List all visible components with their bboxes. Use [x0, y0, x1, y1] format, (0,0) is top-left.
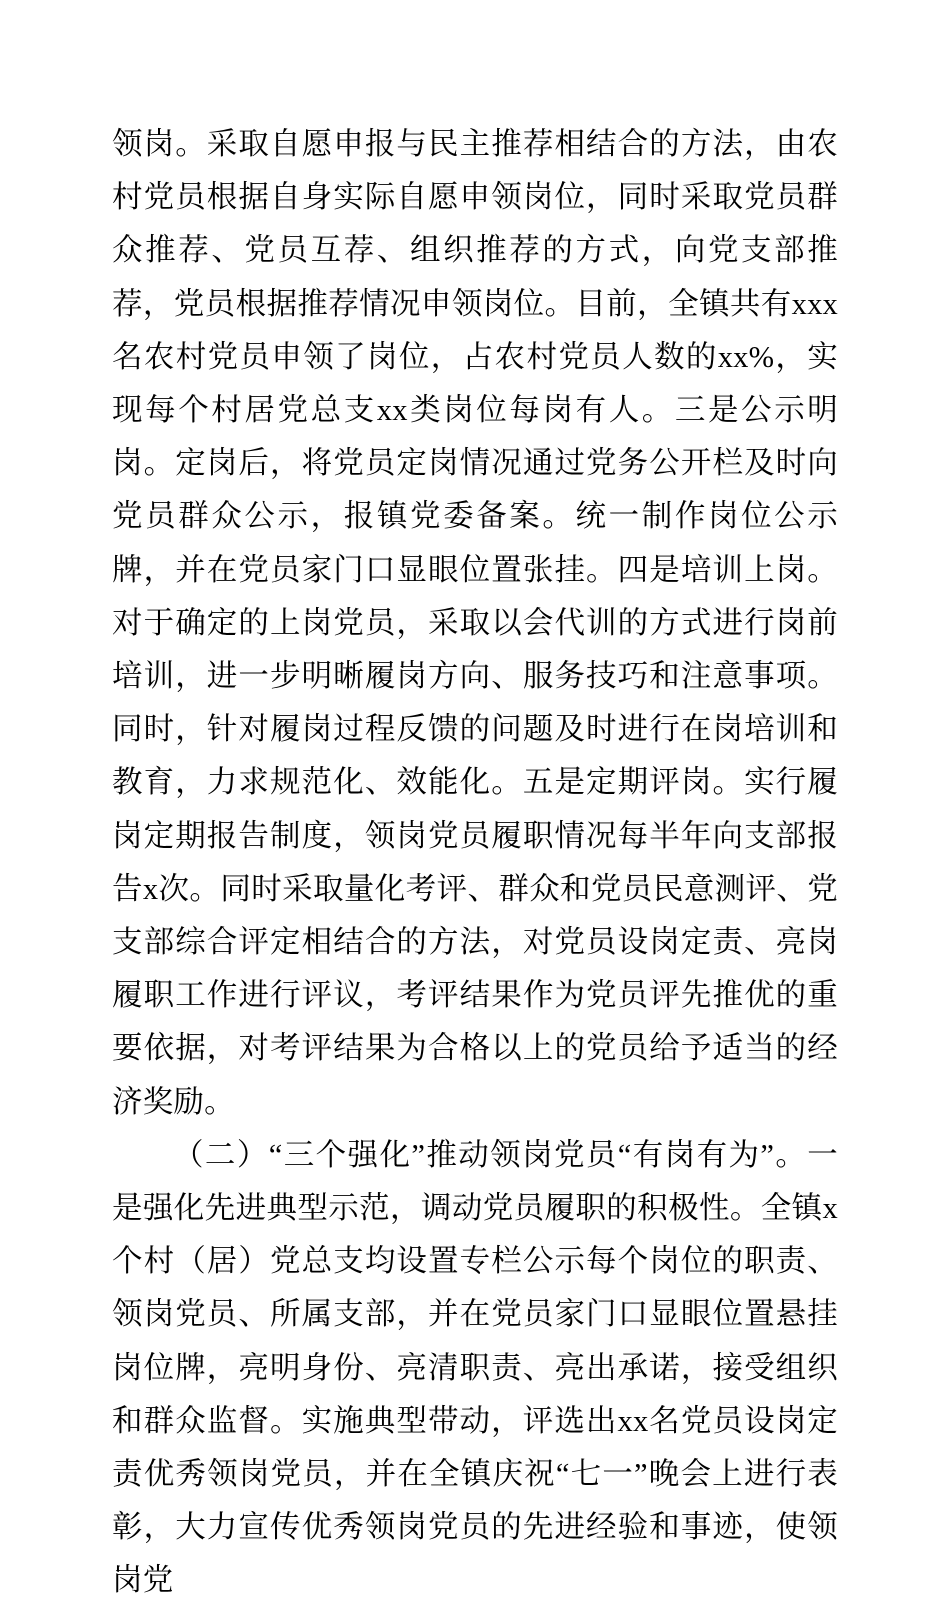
paragraph-1: 领岗。采取自愿申报与民主推荐相结合的方法，由农村党员根据自身实际自愿申领岗位，同时采取党员群众推荐、党员互荐、组织推荐的方式，向党支部推荐，党员根据推荐情况申领岗位。目前，全镇共有xxx名农村党员申领了岗位，占农村党员人数的xx%，实现每个村居党总支xx类岗位每岗有人。三是公示明岗。定岗后，将党员定岗情况通过党务公开栏及时向党员群众公示，报镇党委备案。统一制作岗位公示牌，并在党员家门口显眼位置张挂。四是培训上岗。对于确定的上岗党员，采取以会代训的方式进行岗前培训，进一步明晰履岗方向、服务技巧和注意事项。同时，针对履岗过程反馈的问题及时进行在岗培训和教育，力求规范化、效能化。五是定期评岗。实行履岗定期报告制度，领岗党员履职情况每半年向支部报告x次。同时采取量化考评、群众和党员民意测评、党支部综合评定相结合的方法，对党员设岗定责、亮岗履职工作进行评议，考评结果作为党员评先推优的重要依据，对考评结果为合格以上的党员给予适当的经济奖励。: [112, 127, 838, 1119]
document-body: [112, 118, 838, 1608]
paragraph-2: （二）“三个强化”推动领岗党员“有岗有为”。一是强化先进典型示范，调动党员履职的积极性。全镇x个村（居）党总支均设置专栏公示每个岗位的职责、领岗党员、所属支部，并在党员家门口显眼位置悬挂岗位牌，亮明身份、亮清职责、亮出承诺，接受组织和群众监督。实施典型带动，评选出xx名党员设岗定责优秀领岗党员，并在全镇庆祝“七一”晚会上进行表彰，大力宣传优秀领岗党员的先进经验和事迹，使领岗党: [112, 1137, 838, 1598]
